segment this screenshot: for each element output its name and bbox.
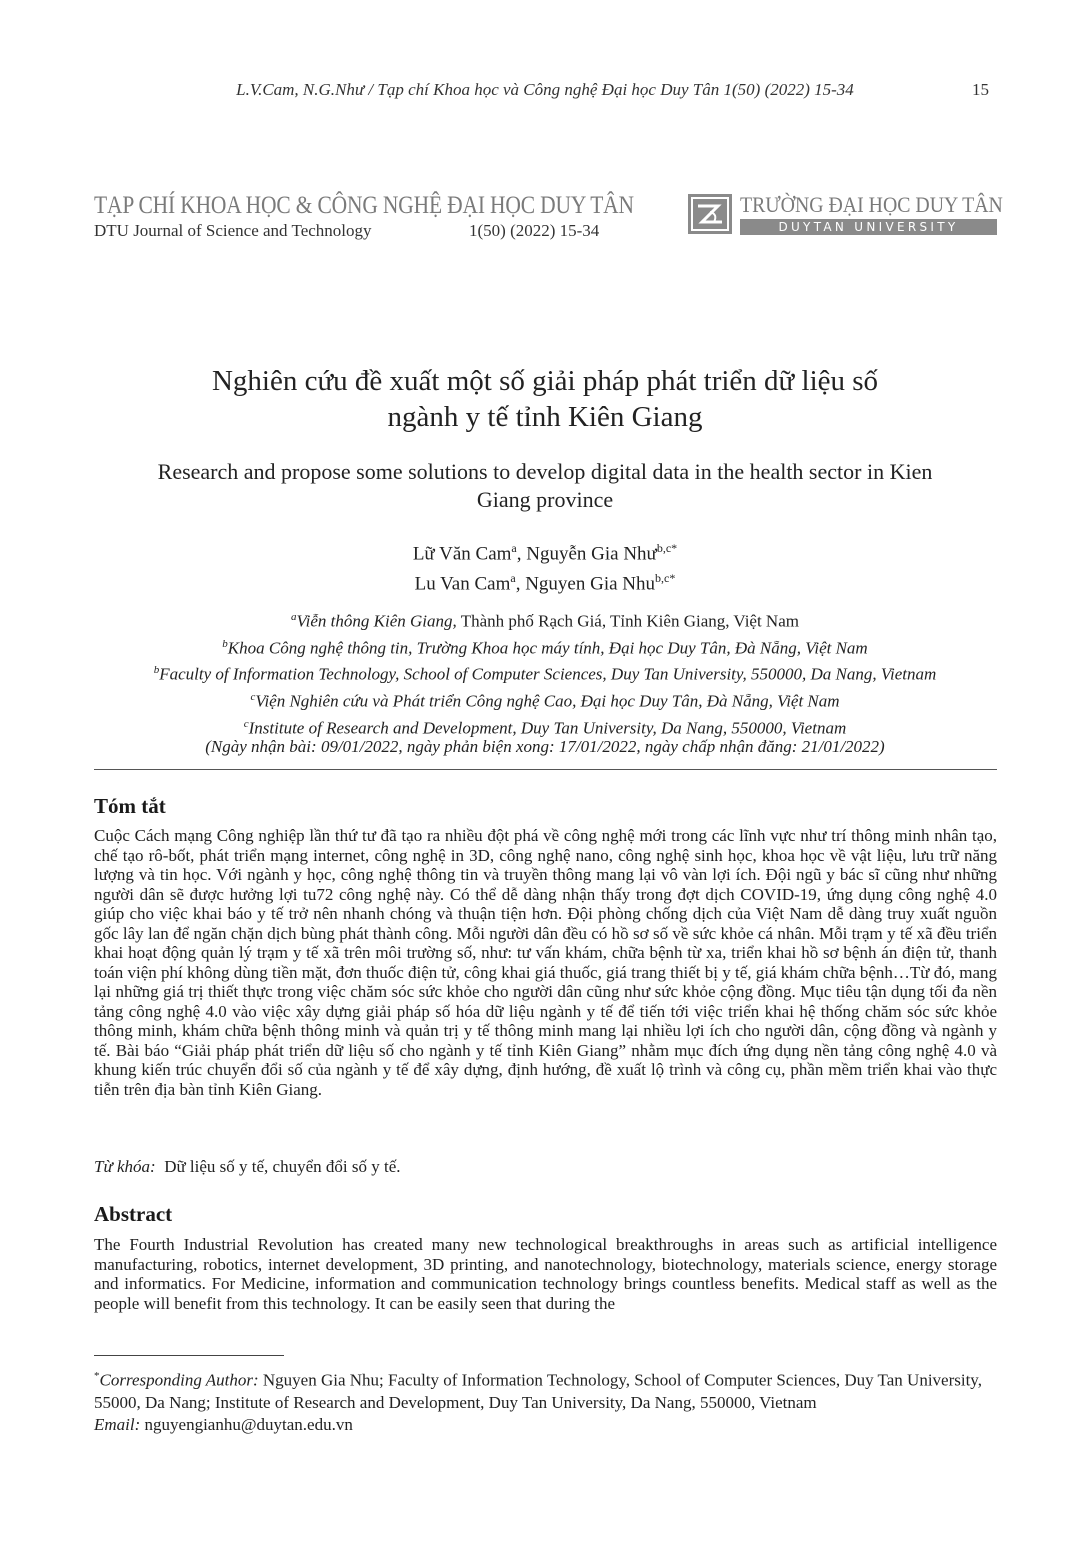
keywords [94,1157,401,1177]
affiliation-item [80,713,1010,740]
page-number: 15 [972,80,989,99]
university-name-en: DUYTAN UNIVERSITY [740,219,997,235]
affiliation-sup: c [250,690,256,703]
affiliation-sup: b [153,664,160,677]
affiliation-sup: b [222,637,228,650]
affiliation-name: Viễn thông Kiên Giang, [296,611,457,631]
author-2-sup: b,c* [655,571,676,586]
journal-title-vi: TẠP CHÍ KHOA HỌC & CÔNG NGHỆ ĐẠI HỌC DUY TÂN [94,192,634,219]
affiliation-name: Viện Nghiên cứu và Phát triển Công nghệ Cao, Đại học Duy Tân, Đà Nẵng, Việt Nam [255,691,840,711]
author-1-vi: Lữ Văn Cam [412,543,512,565]
abstract-heading: Abstract [94,1202,173,1226]
footnote-divider [94,1355,284,1356]
journal-issue: 1(50) (2022) 15-34 [469,221,600,240]
authors-en [100,566,990,596]
affiliation-name: Faculty of Information Technology, School of Computer Sciences, Duy Tan University, 550000, Da Nang, Vietnam [159,664,937,684]
title-vi-line-2: ngành y tế tỉnh Kiên Giang [387,401,703,433]
title-en-line-1: Research and propose some solutions to develop digital data in the health sector in Kien [157,459,933,484]
email-address: nguyengianhu@duytan.edu.vn [140,1414,353,1434]
journal-title-en: DTU Journal of Science and Technology [94,221,372,240]
header-divider [94,769,997,770]
affiliations [80,606,1010,739]
university-emblem-icon [688,194,732,234]
author-2-en: , Nguyen Gia Nhu [515,573,655,595]
author-1-en: Lu Van Cam [414,573,511,595]
footnote [94,1365,997,1436]
keywords-label: Từ khóa: [94,1157,156,1176]
running-head-citation: L.V.Cam, N.G.Như / Tạp chí Khoa học và Công nghệ Đại học Duy Tân 1(50) (2022) 15-34 [236,80,854,99]
author-2-sup: b,c* [656,541,678,555]
journal-subtitle [94,221,614,243]
title-vi-line-1: Nghiên cứu đề xuất một số giải pháp phát triển dữ liệu số [211,365,879,397]
abstract-body: The Fourth Industrial Revolution has created many new technological breakthroughs in areas such as artificial intelligence manufacturing, robotics, internet development, 3D printing, and nanotechnology, biotechnology, materials science, energy storage and informatics. For Medicine, information and communication technology brings countless benefits. Medical staff as well as the people will benefit from this technology. It can be easily seen that during the [94,1235,997,1313]
author-list [100,536,990,597]
journal-masthead [94,192,634,243]
keywords-text: Dữ liệu số y tế, chuyển đổi số y tế. [164,1157,401,1176]
authors-vi [100,536,990,566]
affiliation-item [80,633,1010,660]
paper-title-vi [100,363,990,435]
author-1-sup: a [510,571,516,586]
title-en-line-2: Giang province [476,487,614,512]
affiliation-sup: a [291,611,297,623]
footnote-marker: * [94,1370,100,1382]
affiliation-name: Institute of Research and Development, Duy Tan University, Da Nang, 550000, Vietnam [248,718,847,738]
affiliation-name: Khoa Công nghệ thông tin, Trường Khoa học máy tính, Đại học Duy Tân, Đà Nẵng, Việt Nam [227,638,868,658]
author-1-sup: a [511,541,517,555]
footnote-label: Corresponding Author: [99,1370,259,1390]
university-logo [688,192,1003,240]
summary-body: Cuộc Cách mạng Công nghiệp lần thứ tư đã tạo ra nhiều đột phá về công nghệ mới trong các lĩnh vực như trí thông minh nhân tạo, chế tạo rô-bốt, phát triển mạng internet, công nghệ in 3D, công nghệ nano, công nghệ sinh học, khoa học về vật liệu, lưu trữ năng lượng và tin học. Với ngành y học, công nghệ thông tin và truyền thông mang lại vô vàn lợi ích. Đội ngũ y bác sĩ cũng như những người dân sẽ được hưởng lợi tu72 công nghệ này. Có thể dễ dàng nhận thấy trong đợt dịch COVID-19, ứng dụng công nghệ 4.0 giúp cho việc khai báo y tế trở nên nhanh chóng và thuận tiện hơn. Đội phòng chống dịch của Việt Nam dễ dàng truy xuất nguồn gốc lây lan để ngăn chặn dịch bùng phát thành công. Mỗi người dân đều có hồ sơ số về sức khỏe cá nhân. Mỗi trạm y tế xã đều triển khai hoạt động quản lý trạm y tế xã trên môi trường số, như: tư vấn khám, chữa bệnh từ xa, triển khai hồ sơ bệnh án điện tử, thanh toán viện phí không dùng tiền mặt, đơn thuốc điện tử, công khai giá thuốc, giá trang thiết bị y tế, giá khám chữa bệnh…Từ đó, mang lại những giá trị thiết thực trong việc chăm sóc sức khỏe cho người dân cũng như sức khỏe cộng đồng. Mục tiêu tận dụng tối đa nền tảng công nghệ 4.0 vào việc xây dựng giải pháp số hóa dữ liệu ngành y tế để tiến tới việc triển khai hệ thống chăm sóc sức khỏe thông minh, khám chữa bệnh thông minh và quản trị y tế thông minh mang lại nhiều lợi ích cho người dân, cộng đồng và ngành y tế. Bài báo “Giải pháp phát triển dữ liệu số cho ngành y tế tỉnh Kiên Giang” nhằm mục đích ứng dụng nền tảng công nghệ 4.0 và khung kiến trúc chuyển đổi số của ngành y tế để xây dựng, định hướng, đề xuất lộ trình và công cụ, phần mềm triển khai vào thực tiễn trên địa bàn tỉnh Kiên Giang. [94,826,997,1099]
running-head [0,80,1090,104]
submission-dates: (Ngày nhận bài: 09/01/2022, ngày phản biện xong: 17/01/2022, ngày chấp nhận đăng: 21/01/2022) [205,737,885,756]
affiliation-item [80,686,1010,713]
affiliation-item [80,606,1010,633]
email-label: Email: [94,1414,141,1434]
affiliation-sup: c [243,717,249,730]
footnote-text: Nguyen Gia Nhu; Faculty of Information Technology, School of Computer Sciences, Duy Tan University, 55000, Da Nang; Institute of Research and Development, Duy Tan University, Da Nang, 550000, Vietnam [94,1370,982,1412]
author-2-vi: , Nguyễn Gia Như [516,543,657,565]
affiliation-item [80,659,1010,686]
affiliation-location: Thành phố Rạch Giá, Tỉnh Kiên Giang, Việt Nam [456,611,799,631]
summary-heading: Tóm tắt [94,794,166,818]
paper-title-en [100,458,990,514]
university-name-vi: TRƯỜNG ĐẠI HỌC DUY TÂN [740,192,1003,217]
